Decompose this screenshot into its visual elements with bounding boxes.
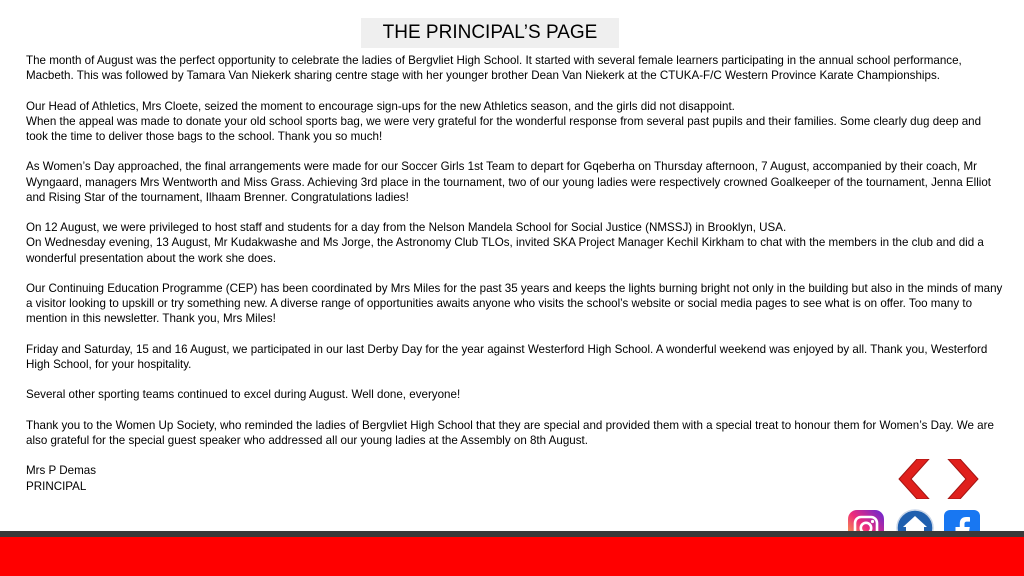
chevron-left-icon xyxy=(897,459,931,499)
paragraph-cep: Our Continuing Education Programme (CEP) has been coordinated by Mrs Miles for the past 35 years and keeps the lights burning bright not only in the building but also in the minds of many a visitor looking to upskill or try something new. A diverse range of opportunities awaits anyone who visits the school’s website or social media pages to see what is on offer. Too many to mention in this newsletter. Thank you, Mrs Miles! xyxy=(26,281,1003,326)
paragraph-soccer: As Women’s Day approached, the final arrangements were made for our Soccer Girls 1st Team to depart for Gqeberha on Thursday afternoon, 7 August, accompanied by their coach, Mr Wyngaard, managers Mrs Wentworth and Miss Grass. Achieving 3rd place in the tournament, two of our young ladies were respectively crowned Goalkeeper of the tournament, Jenna Elliot and Rising Star of the tournament, Ilhaam Brenner. Congratulations ladies! xyxy=(26,160,992,204)
paragraph-intro: The month of August was the perfect opportunity to celebrate the ladies of Bergvliet High School. It started with several female learners participating in the annual school performance, Macbeth. This was followed by Tamara Van Niekerk sharing centre stage with her younger brother Dean Van Niekerk at the CTUKA-F/C Western Province Karate Championships. xyxy=(26,54,962,83)
paragraph-derby-day: Friday and Saturday, 15 and 16 August, we participated in our last Derby Day for the year against Westerford High School. A wonderful weekend was enjoyed by all. Thank you, Westerford High School, for your hospitality. xyxy=(26,342,988,371)
letter-body xyxy=(26,53,1004,494)
next-page-button[interactable] xyxy=(946,459,980,499)
signature-name: Mrs P Demas xyxy=(26,464,97,478)
previous-page-button[interactable] xyxy=(897,459,931,499)
paragraph-women-up: Thank you to the Women Up Society, who reminded the ladies of Bergvliet High School that they are special and provided them with a special treat to honour them for Women’s Day. We are also grateful for the special guest speaker who addressed all our young ladies at the Assembly on 8th August. xyxy=(26,418,994,447)
paragraph-athletics-bags: Our Head of Athletics, Mrs Cloete, seized the moment to encourage sign-ups for the new Athletics season, and the girls did not disappoint. When the appeal was made to donate your old school sports bag, we were very grateful for the wonderful response from several past pupils and their families. Some clearly dug deep and took the time to deliver those bags to the school. Thank you so much! xyxy=(26,99,982,143)
signature-role: PRINCIPAL xyxy=(26,479,87,493)
page-title: THE PRINCIPAL’S PAGE xyxy=(382,22,598,43)
page-title-box xyxy=(361,18,619,48)
paragraph-visits: On 12 August, we were privileged to host staff and students for a day from the Nelson Mandela School for Social Justice (NMSSJ) in Brooklyn, USA. On Wednesday evening, 13 August, Mr Kudakwashe and Ms Jorge, the Astronomy Club TLOs, invited SKA Project Manager Kechil Kirkham to chat with the members in the club and did a wonderful presentation about the work she does. xyxy=(26,221,984,265)
chevron-right-icon xyxy=(946,459,980,499)
footer-bar xyxy=(0,537,1024,576)
paragraph-sport: Several other sporting teams continued to excel during August. Well done, everyone! xyxy=(26,388,461,402)
